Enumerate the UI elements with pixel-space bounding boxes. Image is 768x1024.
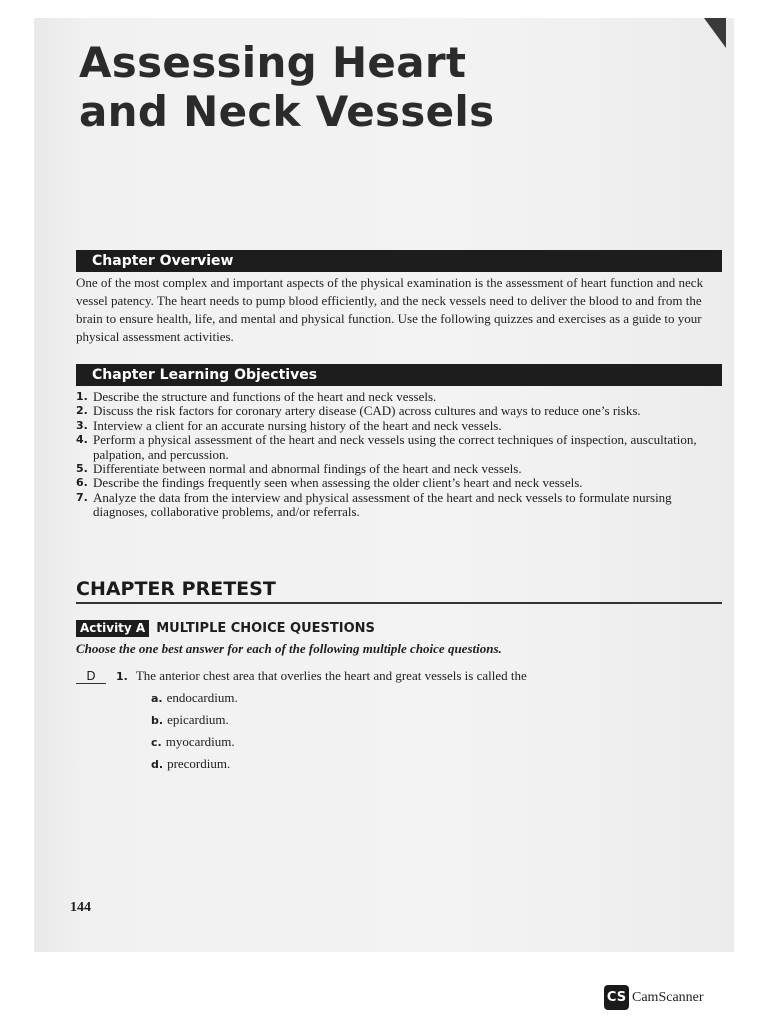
chapter-overview-heading: Chapter Overview [92,253,234,269]
camscanner-watermark [604,985,704,1010]
chapter-pretest-heading: CHAPTER PRETEST [76,578,276,600]
camscanner-brand: CamScanner [632,989,704,1005]
chapter-title [79,38,494,136]
objective-item: 5. Differentiate between normal and abnormal findings of the heart and neck vessels. [76,461,522,477]
answer-option: a. endocardium. [151,690,238,705]
page-number: 144 [70,900,91,915]
objective-item: 3. Interview a client for an accurate nursing history of the heart and neck vessels. [76,417,502,433]
objective-item: 6. Describe the findings frequently seen when assessing the older client’s heart and neck vessels. [76,475,583,491]
scanned-page [34,18,734,952]
objective-item: 7. Analyze the data from the interview and physical assessment of the heart and neck vessels to formulate nursing diagnoses, collaborative problems, and/or referrals. [76,489,672,520]
answer-option: d. precordium. [151,756,231,771]
activity-heading: MULTIPLE CHOICE QUESTIONS [156,621,375,636]
pretest-divider [76,602,722,604]
activity-header [76,620,375,637]
objective-item: 2. Discuss the risk factors for coronary artery disease (CAD) across cultures and ways to reduce one’s risks. [76,403,641,419]
question-1 [76,668,716,775]
page-corner-tab [704,18,726,48]
activity-tag: Activity A [76,620,149,637]
chapter-overview-text: One of the most complex and important aspects of the physical examination is the assessment of heart function and neck vessel patency. The heart needs to pump blood efficiently, and the neck vessels need to deliver the blood to and from the brain to ensure health, life, and mental and physical function. Use the following quizzes and exercises as a guide to your physical assessment activities. [76,275,704,344]
objective-item: 4. Perform a physical assessment of the heart and neck vessels using the correct techniques of inspection, auscultation, palpation, and percussion. [76,432,697,462]
question-number: 1. [116,670,128,683]
answer-blank: D [76,669,106,684]
learning-objectives-bar [76,364,722,386]
chapter-title-line-1: Assessing Heart [79,38,467,87]
activity-instructions: Choose the one best answer for each of the following multiple choice questions. [76,641,502,656]
answer-option: b. epicardium. [151,712,229,727]
answer-options [151,687,716,775]
chapter-overview-bar [76,250,722,272]
objective-item: 1. Describe the structure and functions of the heart and neck vessels. [76,389,437,404]
learning-objectives-heading: Chapter Learning Objectives [92,367,318,383]
camscanner-logo-icon: CS [604,985,629,1010]
question-text: The anterior chest area that overlies the heart and great vessels is called the [135,668,527,683]
answer-option: c. myocardium. [151,734,235,749]
learning-objectives-list [76,390,726,520]
chapter-title-line-2: and Neck Vessels [79,87,495,136]
